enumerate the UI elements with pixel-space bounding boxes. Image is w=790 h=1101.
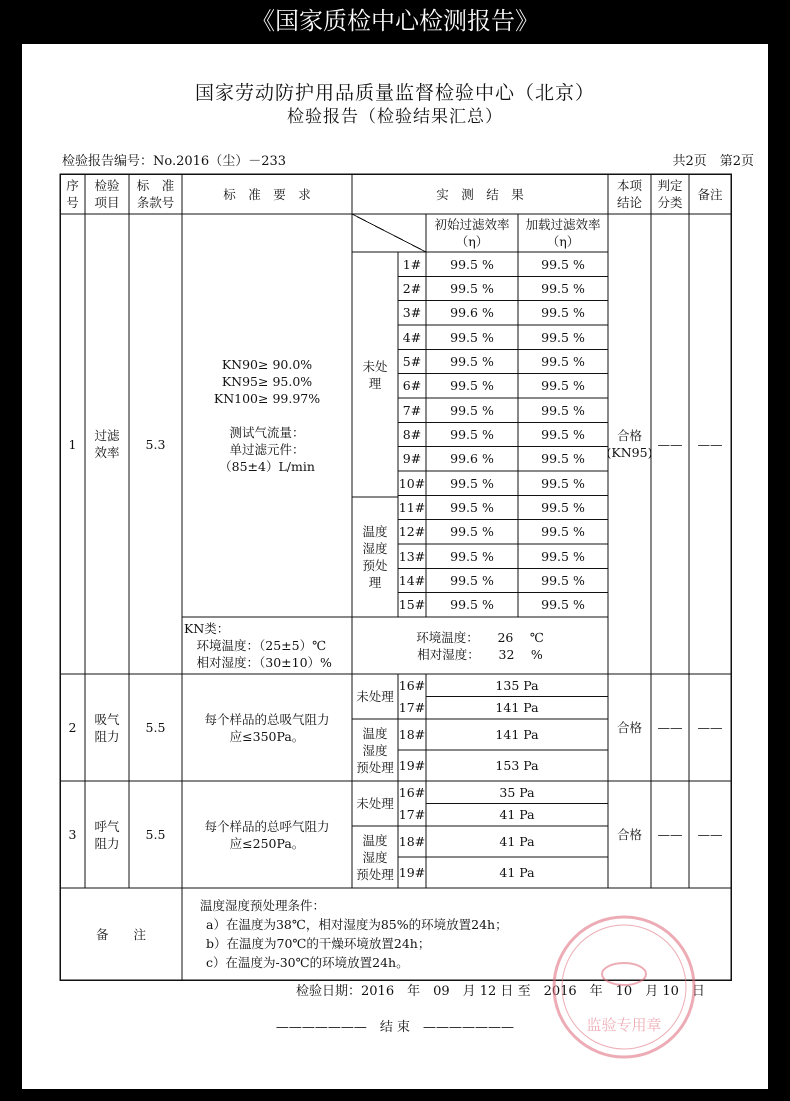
row2-clause: 5.5	[145, 720, 166, 735]
row2-group-pretreated: 温度 湿度 预处理	[356, 725, 394, 775]
notes-label: 备 注	[95, 926, 146, 942]
header-conclusion: 本项 结论	[616, 178, 642, 210]
report-number: 检验报告编号：No.2016（尘）－233	[62, 154, 287, 169]
sample-no: 6#	[402, 378, 422, 394]
sample-value: 41 Pa	[499, 865, 535, 880]
sample-initial: 99.6 %	[450, 305, 494, 321]
sample-initial: 99.5 %	[450, 572, 494, 588]
sample-loaded: 99.5 %	[541, 280, 585, 296]
sample-no: 9#	[402, 451, 422, 467]
sample-loaded: 99.5 %	[541, 475, 585, 491]
row3-group-pretreated: 温度 湿度 预处理	[356, 832, 394, 882]
sample-no: 7#	[402, 402, 422, 418]
sample-loaded: 99.5 %	[541, 524, 585, 540]
sample-value: 41 Pa	[499, 807, 535, 823]
sample-value: 35 Pa	[499, 784, 535, 800]
inspection-date: 检验日期：2016 年 09 月 12 日 至 2016 年 10 月 10 日	[296, 984, 705, 999]
sample-initial: 99.5 %	[450, 426, 494, 442]
row1-clause: 5.3	[145, 436, 166, 452]
sample-no: 11#	[398, 499, 426, 515]
end-mark: ——————— 结 束 ———————	[275, 1020, 515, 1035]
header-requirement: 标 准 要 求	[223, 186, 311, 202]
sample-no: 16#	[398, 784, 426, 800]
row3-requirement: 每个样品的总呼气阻力 应≤250Pa。	[204, 818, 330, 851]
row2-item: 吸气 阻力	[94, 711, 120, 744]
row2-conclusion: 合格	[616, 720, 642, 735]
sample-no: 14#	[398, 572, 426, 588]
sample-loaded: 99.5 %	[541, 597, 585, 613]
sample-no: 10#	[398, 475, 426, 491]
sample-no: 2#	[402, 280, 422, 296]
svg-text:监验专用章: 监验专用章	[586, 1016, 662, 1034]
row3-seq: 3	[68, 827, 77, 842]
row3-clause: 5.5	[145, 827, 166, 842]
row2-seq: 2	[68, 720, 77, 735]
sample-loaded: 99.5 %	[541, 378, 585, 394]
sample-loaded: 99.5 %	[541, 402, 585, 418]
sample-loaded: 99.5 %	[541, 353, 585, 369]
sample-value: 41 Pa	[499, 834, 535, 849]
notes-content	[200, 896, 508, 972]
row1-remark: ——	[697, 436, 723, 452]
header-results: 实 测 结 果	[436, 186, 524, 202]
row3-conclusion: 合格	[616, 827, 642, 842]
header-item: 检验 项目	[94, 178, 120, 210]
sample-no: 5#	[402, 353, 422, 369]
note-line: a）在温度为38℃，相对湿度为85%的环境放置24h；	[206, 917, 508, 932]
row3-item: 呼气 阻力	[94, 818, 120, 851]
row1-class: ——	[657, 436, 683, 452]
sample-no: 17#	[398, 807, 426, 823]
sample-value: 153 Pa	[495, 758, 539, 773]
sample-value: 141 Pa	[495, 727, 539, 742]
sample-loaded: 99.5 %	[541, 572, 585, 588]
sample-no: 13#	[398, 548, 426, 564]
sample-no: 17#	[398, 700, 426, 716]
sample-no: 18#	[398, 834, 426, 849]
sample-value: 135 Pa	[495, 677, 539, 693]
header-class: 判定 分类	[657, 178, 683, 210]
sample-no: 12#	[398, 524, 426, 540]
row1-conclusion: 合格 (KN95)	[606, 428, 653, 460]
row2-class: ——	[657, 720, 683, 735]
sample-no: 3#	[402, 305, 422, 321]
org-title: 国家劳动防护用品质量监督检验中心（北京）	[194, 82, 595, 104]
sample-no: 15#	[398, 597, 426, 613]
row3-remark: ——	[697, 827, 723, 842]
sample-no: 1#	[402, 256, 422, 272]
sample-loaded: 99.5 %	[541, 305, 585, 321]
note-line: b）在温度为70℃的干燥环境放置24h；	[206, 936, 431, 951]
sample-initial: 99.5 %	[450, 402, 494, 418]
header-seq: 序 号	[66, 178, 79, 210]
report-page	[22, 44, 768, 1089]
row2-group-untreated: 未处理	[356, 689, 394, 704]
sample-initial: 99.5 %	[450, 597, 494, 613]
sample-no: 18#	[398, 727, 426, 742]
row1-requirement: KN90≥ 90.0% KN95≥ 95.0% KN100≥ 99.97% 测试气流量： 单过滤元件： （85±4）L/min	[213, 357, 321, 474]
sample-initial: 99.5 %	[450, 256, 494, 272]
sample-initial: 99.6 %	[450, 451, 494, 467]
sample-loaded: 99.5 %	[541, 256, 585, 272]
sample-initial: 99.5 %	[450, 548, 494, 564]
subheader-initial: 初始过滤效率 （η）	[434, 217, 510, 249]
row1-item: 过滤 效率	[94, 428, 120, 460]
sample-initial: 99.5 %	[450, 524, 494, 540]
header-clause: 标 准 条款号	[136, 178, 175, 210]
sample-loaded: 99.5 %	[541, 426, 585, 442]
sample-loaded: 99.5 %	[541, 548, 585, 564]
row2-requirement: 每个样品的总吸气阻力 应≤350Pa。	[204, 711, 330, 744]
sample-no: 19#	[398, 758, 426, 773]
sample-initial: 99.5 %	[450, 280, 494, 296]
row1-group-untreated: 未处 理	[362, 358, 388, 391]
header-remark: 备注	[697, 186, 723, 202]
sample-initial: 99.5 %	[450, 499, 494, 515]
sample-loaded: 99.5 %	[541, 451, 585, 467]
row1-env-requirement: KN类： 环境温度：（25±5）℃ 相对湿度：（30±10）%	[184, 621, 332, 670]
sample-loaded: 99.5 %	[541, 329, 585, 345]
row1-group-pretreated: 温度 湿度 预处 理	[362, 524, 388, 590]
page-banner: 《国家质检中心检测报告》	[251, 7, 539, 35]
sample-initial: 99.5 %	[450, 329, 494, 345]
row3-group-untreated: 未处理	[356, 796, 394, 811]
sample-initial: 99.5 %	[450, 475, 494, 491]
note-line: 温度湿度预处理条件：	[200, 898, 326, 913]
sample-no: 16#	[398, 677, 426, 693]
row1-env-result: 环境温度： 26 ℃ 相对湿度： 32 %	[416, 629, 544, 662]
sample-loaded: 99.5 %	[541, 499, 585, 515]
row2-remark: ——	[697, 720, 723, 735]
subheader-loaded: 加载过滤效率 （η）	[525, 217, 601, 249]
sample-no: 8#	[402, 426, 422, 442]
note-line: c）在温度为-30℃的环境放置24h。	[206, 955, 409, 970]
sample-value: 141 Pa	[495, 700, 539, 716]
report-title: 检验报告（检验结果汇总）	[287, 107, 503, 127]
inspection-seal	[549, 912, 699, 1062]
sample-initial: 99.5 %	[450, 378, 494, 394]
sample-initial: 99.5 %	[450, 353, 494, 369]
sample-no: 19#	[398, 865, 426, 880]
row1-seq: 1	[68, 436, 77, 452]
row3-class: ——	[657, 827, 683, 842]
page-count: 共2页 第2页	[672, 154, 754, 169]
sample-no: 4#	[402, 329, 422, 345]
